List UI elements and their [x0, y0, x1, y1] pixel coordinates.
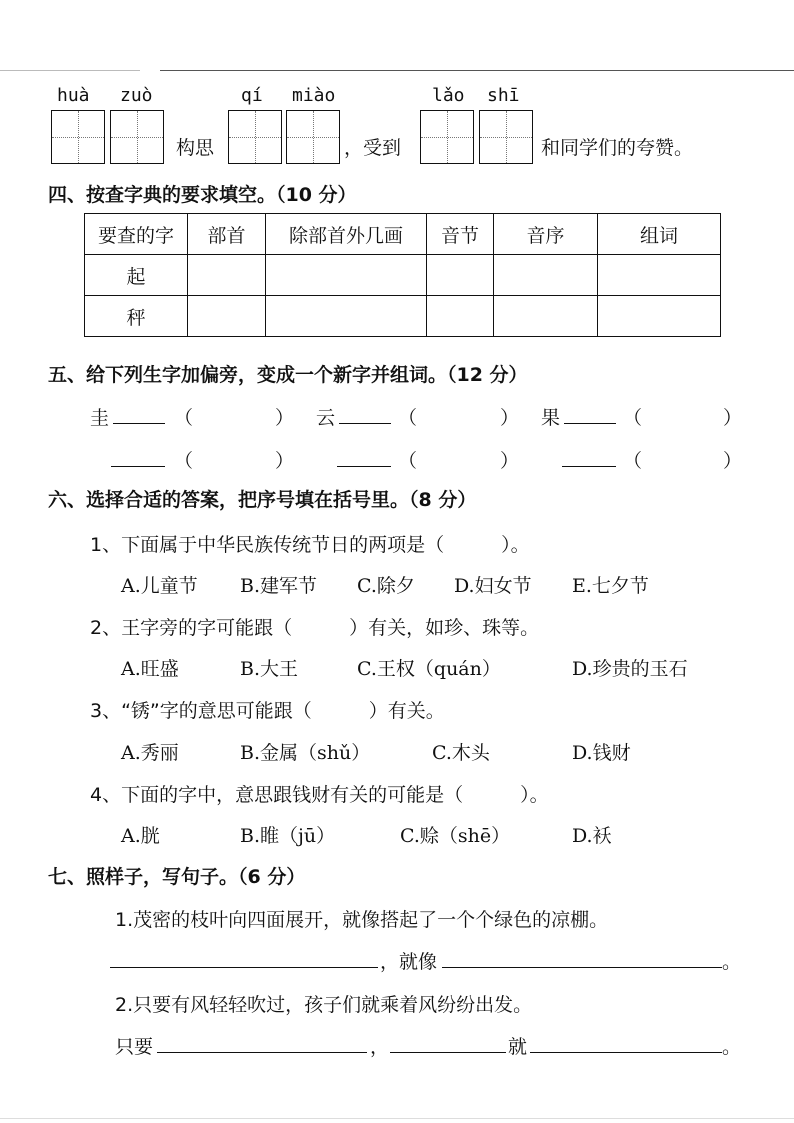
tian-box-5[interactable]	[420, 110, 474, 164]
new-char-blank[interactable]	[337, 446, 391, 467]
option[interactable]: C.木头	[432, 742, 490, 764]
sentence-blank[interactable]	[530, 1032, 722, 1053]
left-paren: （	[174, 407, 194, 429]
right-paren: ）	[500, 450, 520, 472]
answer-cell[interactable]	[188, 296, 266, 337]
option[interactable]: A.胱	[121, 825, 160, 847]
answer-cell[interactable]	[266, 296, 427, 337]
left-paren: （	[398, 450, 418, 472]
answer-cell[interactable]	[598, 296, 721, 337]
top-rule-left	[0, 70, 140, 71]
period: 。	[722, 951, 742, 973]
connector-zhiyao: 只要	[115, 1036, 154, 1058]
tian-box-4[interactable]	[286, 110, 340, 164]
comma: ，	[370, 1036, 390, 1058]
top-rule	[160, 70, 794, 71]
answer-cell[interactable]	[598, 255, 721, 296]
right-paren: ）	[500, 407, 520, 429]
option[interactable]: D.袄	[572, 825, 612, 847]
left-paren: （	[174, 450, 194, 472]
option[interactable]: D.珍贵的玉石	[572, 658, 688, 680]
question-1: 1、下面属于中华民族传统节日的两项是（ ）。	[90, 534, 530, 556]
base-char: 果	[541, 407, 561, 429]
pinyin-zuo: zuò	[120, 85, 153, 106]
option[interactable]: B.大王	[240, 658, 299, 680]
answer-cell[interactable]	[266, 255, 427, 296]
option[interactable]: D.妇女节	[454, 575, 532, 597]
tian-box-1[interactable]	[51, 110, 105, 164]
table-row	[85, 296, 721, 337]
sentence-blank[interactable]	[442, 947, 722, 968]
sentence-blank[interactable]	[390, 1032, 506, 1053]
option[interactable]: A.旺盛	[121, 658, 179, 680]
col-header: 部首	[188, 214, 266, 255]
right-paren: ）	[723, 450, 743, 472]
pinyin-miao: miào	[292, 85, 336, 106]
base-char: 圭	[90, 407, 110, 429]
pinyin-hua: huà	[57, 85, 90, 106]
option[interactable]: D.钱财	[572, 742, 631, 764]
sentence-blank[interactable]	[110, 947, 378, 968]
right-paren: ）	[275, 407, 295, 429]
tian-box-3[interactable]	[228, 110, 282, 164]
left-paren: （	[623, 450, 643, 472]
col-header: 除部首外几画	[266, 214, 427, 255]
radical-blank[interactable]	[339, 403, 391, 424]
bottom-rule	[0, 1118, 794, 1119]
example-sentence-2: 2.只要有风轻轻吹过，孩子们就乘着风纷纷出发。	[115, 994, 533, 1016]
table-row	[85, 255, 721, 296]
answer-cell[interactable]	[427, 255, 494, 296]
option[interactable]: A.儿童节	[121, 575, 198, 597]
section-5-title: 五、给下列生字加偏旁，变成一个新字并组词。（12 分）	[48, 364, 528, 386]
connector-jiuxiang: ，就像	[380, 951, 438, 973]
pinyin-lao: lǎo	[432, 85, 465, 106]
row-char: 秤	[85, 296, 188, 337]
q3-text-1: 构思	[176, 137, 215, 159]
answer-cell[interactable]	[494, 255, 598, 296]
option[interactable]: B.建军节	[240, 575, 318, 597]
new-char-blank[interactable]	[111, 446, 165, 467]
tian-box-6[interactable]	[479, 110, 533, 164]
period: 。	[722, 1036, 742, 1058]
answer-cell[interactable]	[188, 255, 266, 296]
option[interactable]: C.除夕	[357, 575, 415, 597]
left-paren: （	[398, 407, 418, 429]
section-7-title: 七、照样子，写句子。（6 分）	[48, 866, 306, 888]
option[interactable]: C.赊（shē）	[400, 825, 511, 847]
q3-text-3: 和同学们的夸赞。	[541, 137, 694, 159]
question-4: 4、下面的字中，意思跟钱财有关的可能是（ ）。	[90, 784, 549, 806]
right-paren: ）	[723, 407, 743, 429]
table-header-row	[85, 214, 721, 255]
example-sentence-1: 1.茂密的枝叶向四面展开，就像搭起了一个个绿色的凉棚。	[115, 909, 609, 931]
question-2: 2、王字旁的字可能跟（ ）有关，如珍、珠等。	[90, 617, 540, 639]
tian-box-2[interactable]	[110, 110, 164, 164]
dictionary-table	[84, 213, 721, 337]
pinyin-qi: qí	[241, 85, 263, 106]
base-char: 云	[316, 407, 336, 429]
new-char-blank[interactable]	[562, 446, 616, 467]
radical-blank[interactable]	[113, 403, 165, 424]
option[interactable]: C.王权（quán）	[357, 658, 501, 680]
left-paren: （	[623, 407, 643, 429]
connector-jiu: 就	[508, 1036, 528, 1058]
radical-blank[interactable]	[564, 403, 616, 424]
section-4-title: 四、按查字典的要求填空。（10 分）	[48, 184, 357, 206]
answer-cell[interactable]	[494, 296, 598, 337]
question-3: 3、“锈”字的意思可能跟（ ）有关。	[90, 700, 445, 722]
col-header: 要查的字	[85, 214, 188, 255]
col-header: 组词	[598, 214, 721, 255]
col-header: 音节	[427, 214, 494, 255]
answer-cell[interactable]	[427, 296, 494, 337]
q3-text-2: ，受到	[344, 137, 402, 159]
option[interactable]: E.七夕节	[572, 575, 649, 597]
option[interactable]: A.秀丽	[121, 742, 179, 764]
sentence-blank[interactable]	[157, 1032, 367, 1053]
option[interactable]: B.睢（jū）	[240, 825, 336, 847]
pinyin-shi: shī	[487, 85, 520, 106]
option[interactable]: B.金属（shǔ）	[240, 742, 371, 764]
section-6-title: 六、选择合适的答案，把序号填在括号里。（8 分）	[48, 489, 477, 511]
row-char: 起	[85, 255, 188, 296]
right-paren: ）	[275, 450, 295, 472]
col-header: 音序	[494, 214, 598, 255]
